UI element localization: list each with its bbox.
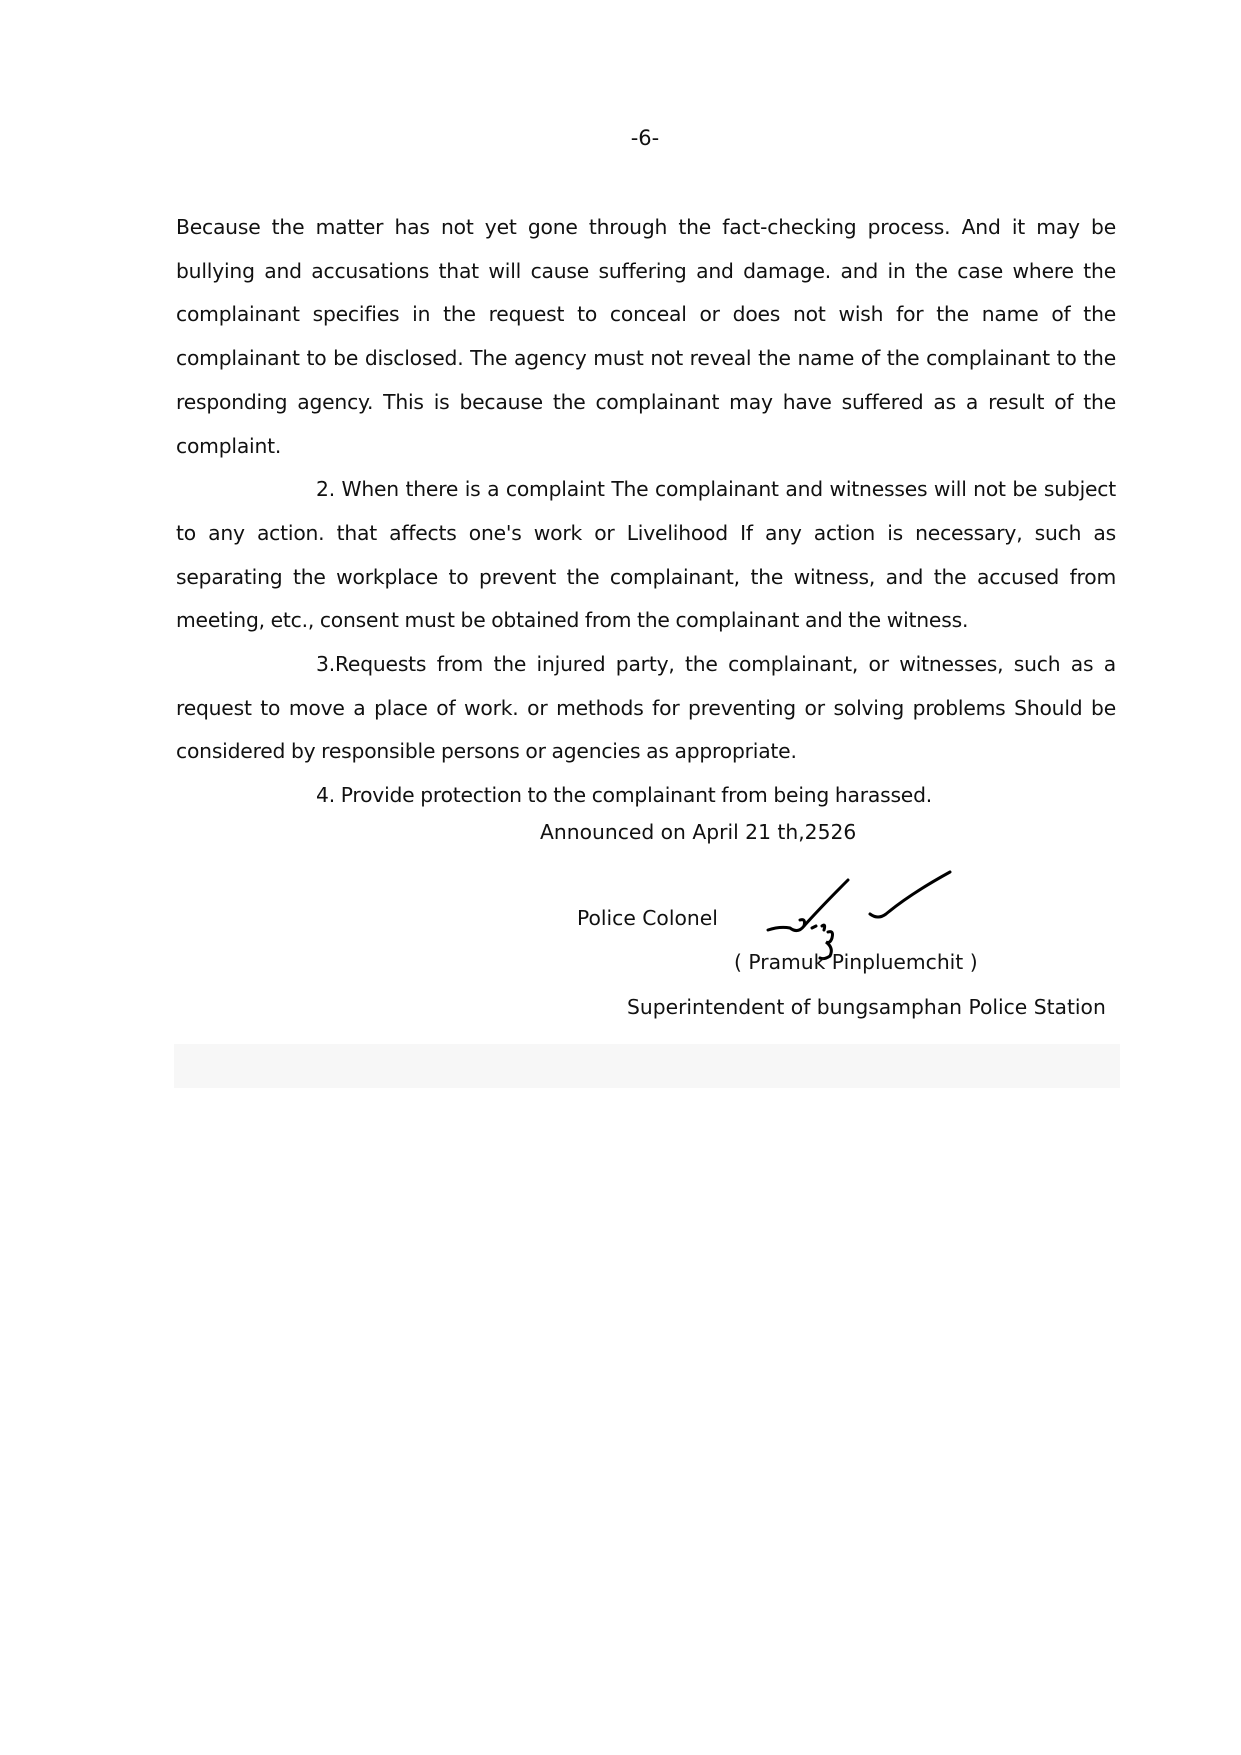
paragraph-item-2: 2. When there is a complaint The complainant and witnesses will not be subject to any action. that affects one's work or Livelihood If any action is necessary, such as separating the workplace to prevent the complainant, the witness, and the accused from meeting, etc., consent must be obtained from the complainant and the witness. — [176, 477, 1116, 633]
paragraph-intro: Because the matter has not yet gone through the fact-checking process. And it may be bullying and accusations that will cause suffering and damage. and in the case where the complainant specifies in the request to conceal or does not wish for the name of the complainant to be disclosed. The agency must not reveal the name of the complainant to the responding agency. This is because the complainant may have suffered as a result of the complaint. — [176, 215, 1116, 458]
signer-rank: Police Colonel — [577, 906, 718, 930]
signer-name: ( Pramuk Pinpluemchit ) — [734, 950, 978, 974]
signer-position: Superintendent of bungsamphan Police Station — [627, 995, 1106, 1019]
document-body — [176, 206, 1116, 818]
paragraph-item-3: 3.Requests from the injured party, the complainant, or witnesses, such as a request to move a place of work. or methods for preventing or solving problems Should be considered by responsible persons or agencies as appropriate. — [176, 652, 1116, 764]
announcement-date: Announced on April 21 th,2526 — [540, 820, 857, 844]
paragraph-item-4: 4. Provide protection to the complainant from being harassed. — [316, 783, 933, 808]
grey-band — [174, 1044, 1120, 1088]
page-number: -6- — [630, 126, 660, 150]
